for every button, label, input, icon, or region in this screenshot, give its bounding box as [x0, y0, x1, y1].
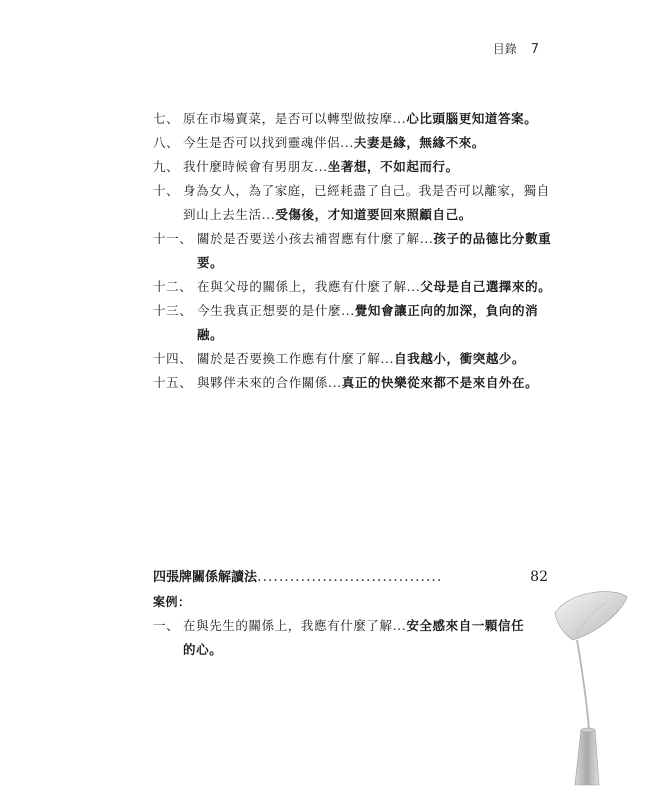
section-heading: [153, 566, 548, 585]
entry-marker: 一、: [153, 618, 180, 633]
entry-answer: 坐著想，不如起而行。: [327, 159, 459, 174]
dot-leader: ..................................: [257, 569, 443, 585]
entry-question: 原在市場賣菜，是否可以轉型做按摩...: [183, 111, 407, 126]
entry-question: 在與先生的關係上，我應有什麼了解...: [183, 618, 407, 633]
toc-entry: [153, 179, 558, 227]
entry-question: 身為女人，為了家庭，已經耗盡了自己。我是否可以離家，獨自到山上去生活...: [183, 183, 550, 222]
entry-answer: 覺知會讓正向的加深，負向的消融。: [197, 303, 539, 342]
case-entries: [153, 614, 533, 662]
page-number: 7: [530, 42, 539, 57]
toc-entry: [153, 131, 558, 155]
entry-question: 與夥伴未來的合作關係...: [197, 375, 342, 390]
entry-marker: 十二、: [153, 279, 193, 294]
entry-marker: 八、: [153, 135, 180, 150]
section-title: 四張牌關係解讀法: [153, 570, 258, 585]
entry-marker: 九、: [153, 159, 180, 174]
entry-marker: 十、: [153, 183, 180, 198]
entry-answer: 自我越小，衝突越少。: [394, 351, 526, 366]
header-title: 目錄: [492, 42, 517, 56]
entry-answer: 夫妻是緣，無緣不來。: [353, 135, 485, 150]
case-entry: [153, 614, 533, 662]
entry-marker: 七、: [153, 111, 180, 126]
entry-marker: 十五、: [153, 375, 193, 390]
entry-question: 關於是否要換工作應有什麼了解...: [197, 351, 395, 366]
toc-entry: [153, 227, 558, 275]
toc-entries: [153, 107, 558, 395]
entry-question: 今生是否可以找到靈魂伴侶...: [183, 135, 354, 150]
entry-question: 關於是否要送小孩去補習應有什麼了解...: [197, 231, 434, 246]
entry-marker: 十三、: [153, 303, 193, 318]
entry-answer: 父母是自己選擇來的。: [420, 279, 552, 294]
entry-question: 今生我真正想要的是什麼...: [197, 303, 355, 318]
entry-question: 我什麼時候會有男朋友...: [183, 159, 328, 174]
entry-answer: 安全感來自一顆信任的心。: [183, 618, 525, 657]
entry-marker: 十一、: [153, 231, 193, 246]
entry-question: 在與父母的關係上，我應有什麼了解...: [197, 279, 421, 294]
toc-entry: [153, 107, 558, 131]
page-header: [493, 40, 539, 57]
entry-answer: 心比頭腦更知道答案。: [406, 111, 538, 126]
toc-entry: [153, 155, 558, 179]
case-label: 案例：: [153, 595, 191, 609]
entry-answer: 受傷後，才知道要回來照顧自己。: [275, 207, 472, 222]
entry-marker: 十四、: [153, 351, 193, 366]
section-page-number: 82: [530, 569, 548, 585]
entry-answer: 真正的快樂從來都不是來自外在。: [341, 375, 539, 390]
toc-entry: [153, 371, 558, 395]
toc-entry: [153, 299, 558, 347]
entry-answer: 孩子的品德比分數重要。: [197, 231, 552, 270]
calla-lily-vase-illustration: [535, 585, 635, 790]
toc-entry: [153, 275, 558, 299]
toc-entry: [153, 347, 558, 371]
